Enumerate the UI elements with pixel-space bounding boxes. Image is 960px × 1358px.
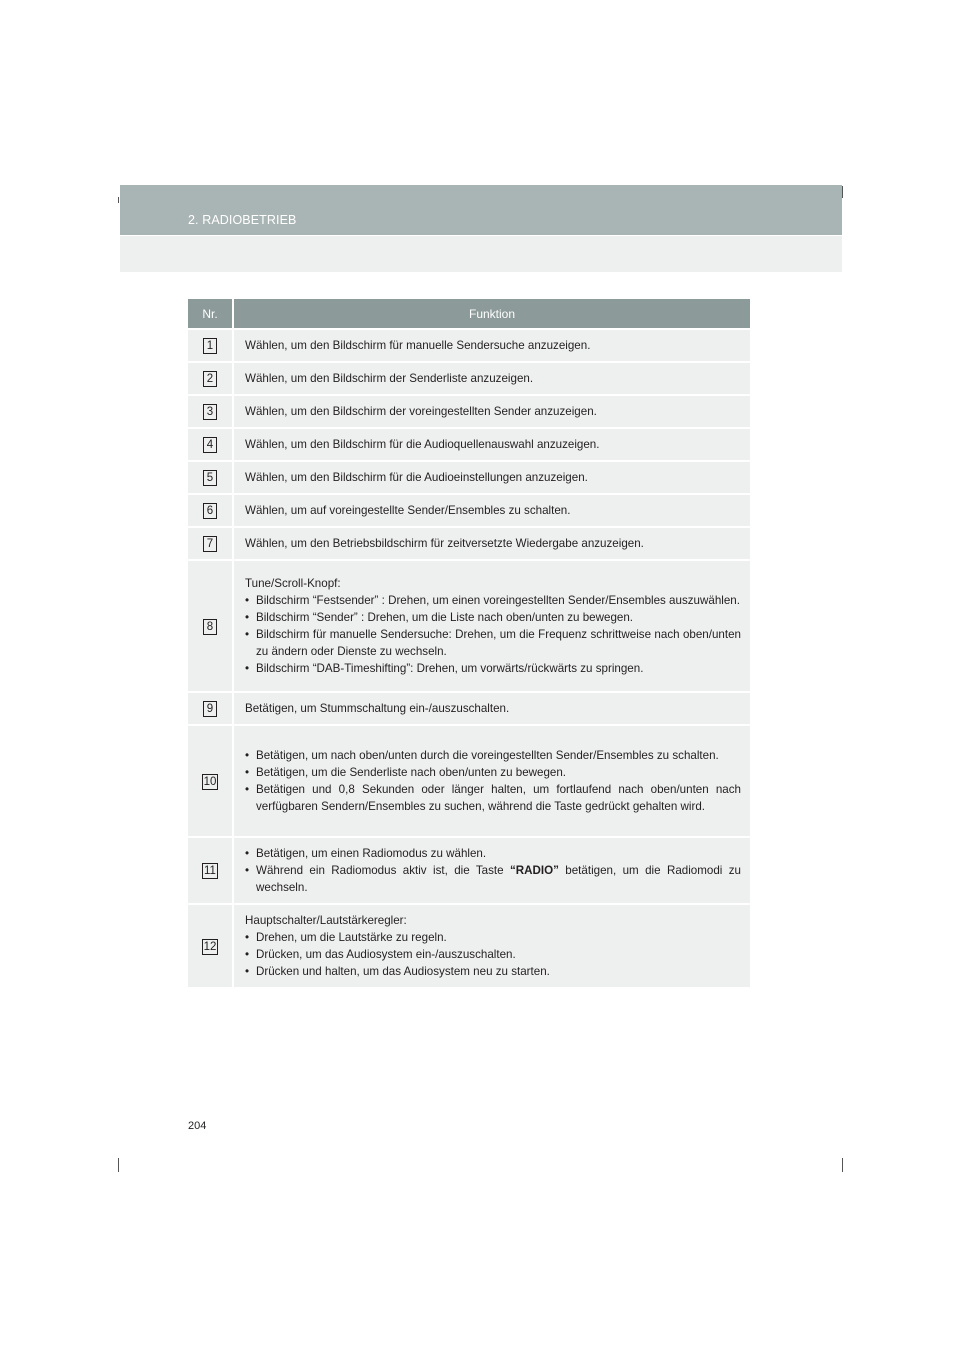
bullet-item — [245, 862, 741, 896]
bullet-text: Während ein Radiomodus aktiv ist, die Taste — [256, 864, 510, 877]
number-badge: 1 — [203, 338, 217, 354]
table-row — [188, 428, 750, 461]
function-cell — [233, 461, 750, 494]
row-number-cell — [188, 725, 233, 837]
section-subheader-band — [120, 236, 842, 272]
number-badge: 4 — [203, 437, 217, 453]
function-text: Betätigen, um Stummschaltung ein-/auszuschalten. — [245, 702, 510, 715]
bullet-item — [245, 747, 741, 764]
bullet-item — [245, 660, 741, 677]
number-badge: 11 — [204, 865, 216, 877]
bold-button-label: “RADIO” — [509, 864, 559, 877]
bullet-item — [245, 764, 741, 781]
bullet-text: Drehen, um die Lautstärke zu regeln. — [256, 931, 447, 944]
function-cell — [233, 904, 750, 987]
row-number-cell — [188, 837, 233, 904]
number-badge: 8 — [203, 619, 217, 635]
crop-mark — [118, 1158, 119, 1172]
bullet-item — [245, 946, 741, 963]
function-cell — [233, 560, 750, 692]
table-row — [188, 692, 750, 725]
row-number-cell — [188, 395, 233, 428]
function-cell — [233, 494, 750, 527]
row-number-cell — [188, 904, 233, 987]
function-text: Wählen, um den Bildschirm für manuelle Sendersuche anzuzeigen. — [245, 339, 591, 352]
function-cell — [233, 725, 750, 837]
row-number-cell — [188, 527, 233, 560]
table-row — [188, 395, 750, 428]
bullet-item — [245, 626, 741, 660]
table-row — [188, 362, 750, 395]
column-header-funktion: Funktion — [233, 299, 750, 329]
row-number-cell — [188, 494, 233, 527]
table-row — [188, 494, 750, 527]
bullet-item — [245, 781, 741, 815]
function-cell — [233, 428, 750, 461]
number-badge: 7 — [203, 536, 217, 552]
function-cell — [233, 692, 750, 725]
number-badge: 9 — [203, 701, 217, 717]
bullet-text: Betätigen, um nach oben/unten durch die voreingestellten Sender/Ensembles zu schalten. — [256, 749, 719, 762]
function-text: Wählen, um den Betriebsbildschirm für zeitversetzte Wiedergabe anzuzeigen. — [245, 537, 644, 550]
section-title: 2. RADIOBETRIEB — [188, 213, 297, 227]
column-header-nr: Nr. — [188, 299, 233, 329]
bullet-text: betätigen, um die Radiomodi zu wechseln. — [256, 864, 741, 894]
table-row — [188, 725, 750, 837]
function-cell — [233, 527, 750, 560]
number-badge: 10 — [203, 775, 217, 788]
function-cell — [233, 362, 750, 395]
function-cell — [233, 329, 750, 362]
row-number-cell — [188, 428, 233, 461]
function-text: Wählen, um den Bildschirm der Senderliste anzuzeigen. — [245, 372, 534, 385]
table-row — [188, 461, 750, 494]
row-number-cell — [188, 461, 233, 494]
number-badge: 12 — [203, 940, 217, 953]
row-number-cell — [188, 692, 233, 725]
function-text: Wählen, um den Bildschirm für die Audioquellenauswahl anzuzeigen. — [245, 438, 600, 451]
function-text: Wählen, um den Bildschirm der voreingestellten Sender anzuzeigen. — [245, 405, 597, 418]
table-row — [188, 560, 750, 692]
bullet-item — [245, 609, 741, 626]
crop-mark — [118, 197, 119, 203]
table-row — [188, 329, 750, 362]
function-table — [188, 299, 750, 987]
table-row — [188, 904, 750, 987]
crop-mark — [842, 1158, 843, 1172]
function-cell — [233, 837, 750, 904]
number-badge: 3 — [203, 404, 217, 420]
function-text: Wählen, um den Bildschirm für die Audioeinstellungen anzuzeigen. — [245, 471, 588, 484]
section-header — [120, 185, 842, 235]
table-header-row — [188, 299, 750, 329]
number-badge: 6 — [203, 503, 217, 519]
bullet-text: Bildschirm “Festsender” : Drehen, um einen voreingestellten Sender/Ensembles auszuwählen. — [256, 594, 740, 607]
function-text: Wählen, um auf voreingestellte Sender/Ensembles zu schalten. — [245, 504, 571, 517]
bullet-item — [245, 845, 741, 862]
bullet-text: Bildschirm für manuelle Sendersuche: Drehen, um die Frequenz schrittweise nach oben/unten zu ändern oder Dienste zu wechseln. — [256, 628, 741, 658]
crop-mark — [842, 186, 843, 198]
row-number-cell — [188, 560, 233, 692]
bullet-text: Betätigen, um einen Radiomodus zu wählen. — [256, 847, 487, 860]
function-cell — [233, 395, 750, 428]
bullet-item — [245, 963, 741, 980]
bullet-text: Drücken, um das Audiosystem ein-/auszuschalten. — [256, 948, 516, 961]
page-number: 204 — [188, 1120, 207, 1132]
row-number-cell — [188, 362, 233, 395]
table-row — [188, 527, 750, 560]
number-badge: 2 — [203, 371, 217, 387]
number-badge: 5 — [203, 470, 217, 486]
function-text: Hauptschalter/Lautstärkeregler: — [245, 914, 407, 927]
row-number-cell — [188, 329, 233, 362]
bullet-item — [245, 592, 741, 609]
table-row — [188, 837, 750, 904]
function-text: Tune/Scroll-Knopf: — [245, 577, 341, 590]
bullet-text: Drücken und halten, um das Audiosystem neu zu starten. — [256, 965, 550, 978]
bullet-text: Bildschirm “DAB-Timeshifting”: Drehen, um vorwärts/rückwärts zu springen. — [256, 662, 644, 675]
bullet-text: Bildschirm “Sender” : Drehen, um die Liste nach oben/unten zu bewegen. — [256, 611, 634, 624]
bullet-text: Betätigen und 0,8 Sekunden oder länger halten, um fortlaufend nach oben/unten nach verfügbaren Sendern/Ensembles zu suchen, während die Taste gedrückt gehalten wird. — [256, 783, 741, 813]
bullet-item — [245, 929, 741, 946]
bullet-text: Betätigen, um die Senderliste nach oben/unten zu bewegen. — [256, 766, 567, 779]
